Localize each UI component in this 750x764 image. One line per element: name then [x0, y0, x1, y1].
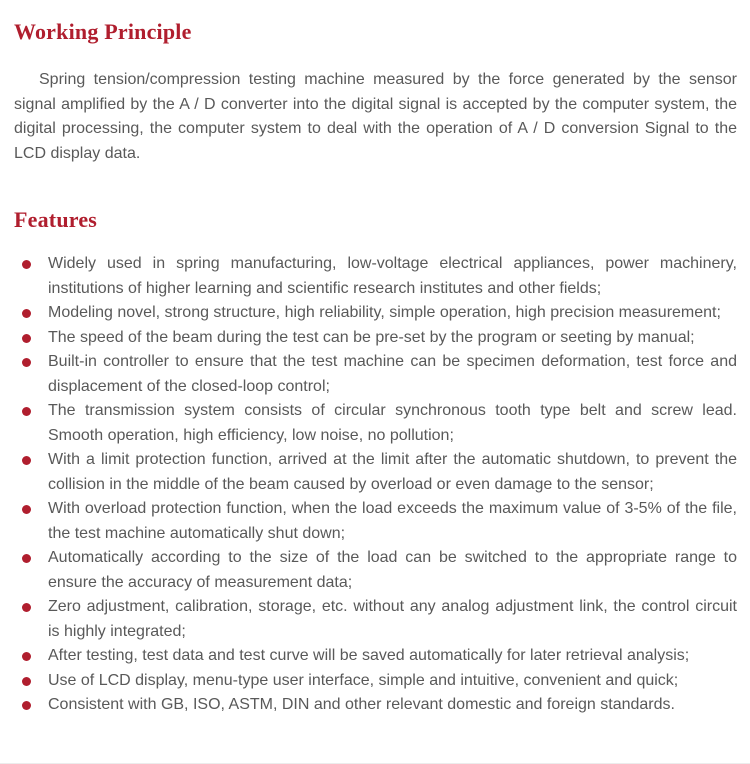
working-principle-heading: Working Principle: [14, 19, 192, 44]
list-item: [14, 644, 737, 669]
feature-text: Zero adjustment, calibration, storage, etc. without any analog adjustment link, the control circuit is highly integrated;: [48, 598, 737, 640]
feature-text: Consistent with GB, ISO, ASTM, DIN and other relevant domestic and foreign standards.: [48, 696, 675, 713]
list-item: [14, 350, 737, 399]
feature-text: The speed of the beam during the test can be pre-set by the program or seeting by manual;: [48, 328, 695, 346]
list-item: [14, 326, 737, 351]
list-item: [14, 399, 737, 448]
bullet-icon: [22, 260, 31, 269]
feature-text: With a limit protection function, arrived at the limit after the automatic shutdown, to prevent the collision in the middle of the beam caused by overload or even damage to the sensor;: [48, 451, 737, 493]
bullet-icon: [22, 456, 31, 465]
bullet-icon: [22, 407, 31, 416]
list-item: [14, 448, 737, 497]
list-item: [14, 497, 737, 546]
feature-text: After testing, test data and test curve will be saved automatically for later retrieval analysis;: [48, 647, 690, 664]
feature-text: With overload protection function, when the load exceeds the maximum value of 3-5% of the file, the test machine automatically shut down;: [48, 500, 737, 542]
features-list: [14, 252, 737, 718]
bullet-icon: [22, 603, 31, 612]
feature-text: Widely used in spring manufacturing, low-voltage electrical appliances, power machinery, institutions of higher learning and scientific research institutes and other fields;: [48, 255, 737, 297]
bullet-icon: [22, 309, 31, 318]
list-item: [14, 669, 737, 694]
feature-text: Built-in controller to ensure that the test machine can be specimen deformation, test force and displacement of the closed-loop control;: [48, 353, 737, 395]
bullet-icon: [22, 677, 31, 686]
bullet-icon: [22, 701, 31, 710]
bullet-icon: [22, 505, 31, 514]
bullet-icon: [22, 358, 31, 367]
feature-text: Automatically according to the size of the load can be switched to the appropriate range to ensure the accuracy of measurement data;: [48, 549, 737, 591]
list-item: [14, 252, 737, 301]
list-item: [14, 301, 737, 326]
list-item: [14, 595, 737, 644]
list-item: [14, 693, 737, 718]
bullet-icon: [22, 334, 31, 343]
bullet-icon: [22, 554, 31, 563]
feature-text: Modeling novel, strong structure, high reliability, simple operation, high precision measurement;: [48, 304, 721, 321]
bullet-icon: [22, 652, 31, 661]
features-heading: Features: [14, 207, 98, 232]
feature-text: Use of LCD display, menu-type user interface, simple and intuitive, convenient and quick;: [48, 671, 679, 689]
feature-text: The transmission system consists of circular synchronous tooth type belt and screw lead. Smooth operation, high efficiency, low noise, no pollution;: [48, 402, 737, 444]
working-principle-paragraph: Spring tension/compression testing machine measured by the force generated by the sensor signal amplified by the A / D converter into the digital signal is accepted by the computer system, the digital processing, the computer system to deal with the operation of A / D conversion Signal to the LCD display data.: [14, 71, 737, 162]
list-item: [14, 546, 737, 595]
